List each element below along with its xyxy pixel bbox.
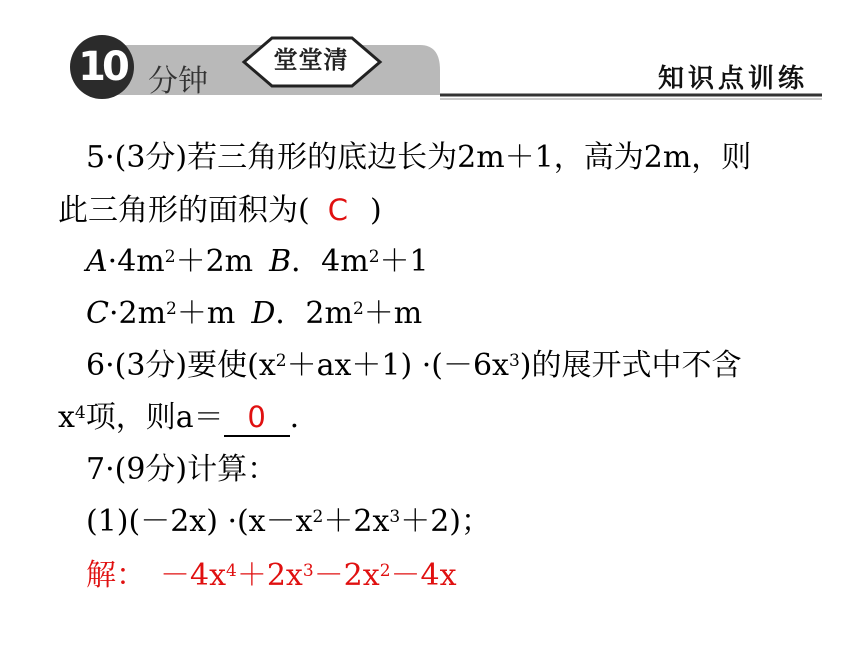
- q5-opt-c-rest: ＋m: [176, 296, 236, 331]
- q7-sol-b: ＋2x: [236, 558, 303, 593]
- q5-options-ab: [86, 242, 429, 282]
- section-title: 知识点训练: [657, 64, 808, 94]
- q5-stem-post: ): [369, 193, 382, 228]
- q6-l1-a: 6·(3分)要使(x: [86, 348, 276, 383]
- q5-opt-a-rest: ＋2m: [175, 244, 254, 279]
- q5-stem-pre: 此三角形的面积为(: [58, 193, 310, 228]
- q5-stem-line2: [58, 190, 382, 231]
- q5-opt-b-text: ．4m: [291, 244, 369, 279]
- q6-l2-end: .: [289, 400, 300, 435]
- q5-opt-a-sup: 2: [164, 247, 176, 267]
- q7-sol-sup3: 2: [379, 561, 391, 581]
- q7-sol-sup2: 3: [302, 561, 314, 581]
- badge-number: 10: [70, 35, 134, 99]
- q5-opt-c-text: ·2m: [108, 296, 167, 331]
- q7-p1-c: ＋2)；: [400, 504, 491, 539]
- q7-sol-c: －2x: [313, 558, 380, 593]
- diamond-label: [246, 40, 376, 80]
- q5-opt-d-text: ．2m: [275, 296, 353, 331]
- q5-opt-d-rest: ＋m: [363, 296, 423, 331]
- q6-answer-blank: [224, 400, 290, 437]
- q6-l1-sup1: 2: [275, 351, 287, 371]
- q7-title: 7·(9分)计算：: [86, 452, 278, 487]
- q5-opt-d-sup: 2: [352, 299, 364, 319]
- q6-l1-b: ＋ax＋1) ·(－6x: [286, 348, 509, 383]
- q5-opt-c-sup: 2: [166, 299, 177, 319]
- q7-sol-a: －4x: [160, 558, 227, 593]
- diamond-label-text: 堂堂清: [273, 46, 349, 74]
- q7-p1-sup2: 3: [389, 507, 401, 527]
- q6-stem-line1: [86, 346, 742, 386]
- q6-l2-a: x: [58, 400, 75, 435]
- q5-opt-b-rest: ＋1: [379, 244, 429, 279]
- q7-part1: [86, 502, 491, 542]
- q5-opt-b-sup: 2: [368, 247, 380, 267]
- q6-answer: 0: [247, 400, 266, 434]
- q7-p1-sup1: 2: [312, 507, 324, 527]
- q5-answer: C: [327, 193, 348, 227]
- q5-opt-b-letter: B: [269, 244, 292, 279]
- q7-solution: [86, 556, 457, 596]
- q6-stem-line2: [58, 398, 299, 438]
- q6-l2-sup: 4: [74, 403, 86, 423]
- q6-l2-b: 项，则a＝: [85, 400, 224, 435]
- q7-p1-b: ＋2x: [323, 504, 390, 539]
- q5-opt-d-letter: D: [251, 296, 276, 331]
- q5-opt-c-letter: C: [86, 296, 109, 331]
- q5-options-cd: [86, 294, 422, 334]
- minutes-label: 分钟: [148, 64, 208, 99]
- header-banner: [0, 0, 860, 110]
- q5-stem-line1: 5·(3分)若三角形的底边长为2m＋1，高为2m，则: [86, 140, 752, 175]
- q5-opt-a-letter: A: [86, 244, 108, 279]
- q6-l1-sup2: 3: [508, 351, 520, 371]
- q5-opt-a-text: ·4m: [107, 244, 165, 279]
- q7-sol-sup1: 4: [226, 561, 237, 581]
- q7-sol-label: 解：: [86, 558, 146, 593]
- q7-sol-d: －4x: [390, 558, 457, 593]
- q6-l1-c: )的展开式中不含: [519, 348, 742, 383]
- q7-p1-a: (1)(－2x) ·(x－x: [86, 504, 313, 539]
